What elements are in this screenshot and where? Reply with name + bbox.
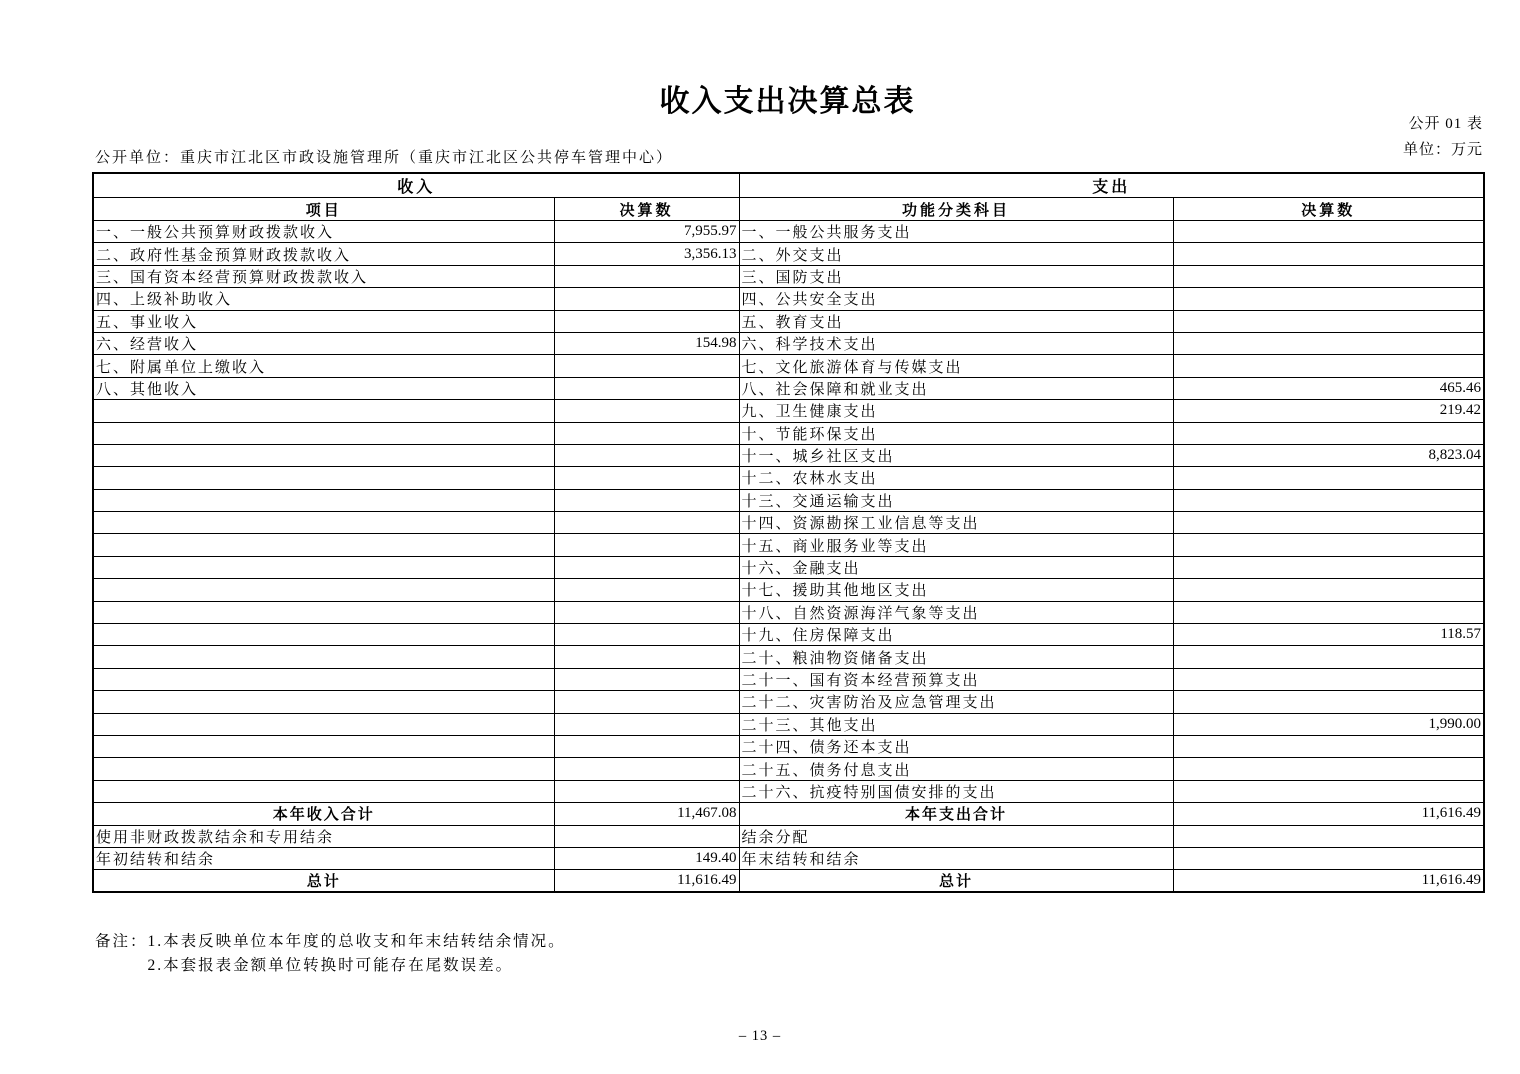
expense-item-cell: 二十三、其他支出 [739,713,1173,735]
page-title: 收入支出决算总表 [659,85,916,118]
income-item-cell [93,512,554,534]
income-value-cell [554,825,739,847]
unit-label: 单位：万元 [1402,142,1483,158]
table-row [93,400,1484,422]
footnote-line-2: 2.本套报表金额单位转换时可能存在尾数误差。 [147,957,514,974]
page-number: – 13 – [738,1028,782,1044]
expense-value-cell [1173,288,1484,310]
expense-section-header: 支出 [739,173,1484,198]
table-code-label: 公开 01 表 [1408,116,1483,132]
expense-value-cell: 11,616.49 [1173,870,1484,893]
expense-value-cell [1173,355,1484,377]
expense-item-cell: 十四、资源勘探工业信息等支出 [739,512,1173,534]
income-value-cell [554,713,739,735]
income-value-cell [554,579,739,601]
expense-item-cell: 年末结转和结余 [739,847,1173,869]
table-row [93,758,1484,780]
expense-value-cell [1173,579,1484,601]
expense-value-cell [1173,332,1484,354]
publishing-org-label: 公开单位：重庆市江北区市政设施管理所（重庆市江北区公共停车管理中心） [95,150,674,166]
income-value-cell [554,355,739,377]
table-row [93,332,1484,354]
table-row [93,221,1484,243]
expense-value-cell [1173,825,1484,847]
income-item-cell: 四、上级补助收入 [93,288,554,310]
income-item-cell: 一、一般公共预算财政拨款收入 [93,221,554,243]
expense-item-cell: 十一、城乡社区支出 [739,444,1173,466]
income-value-cell [554,780,739,802]
income-value-cell [554,624,739,646]
expense-value-cell: 219.42 [1173,400,1484,422]
table-row [93,646,1484,668]
expense-value-cell [1173,265,1484,287]
income-value-cell [554,489,739,511]
expense-item-cell: 六、科学技术支出 [739,332,1173,354]
expense-item-cell: 二十、粮油物资储备支出 [739,646,1173,668]
income-value-cell [554,646,739,668]
column-header-row [93,198,1484,221]
table-row [93,556,1484,578]
income-item-cell: 七、附属单位上缴收入 [93,355,554,377]
expense-value-cell: 8,823.04 [1173,444,1484,466]
income-item-cell [93,735,554,757]
expense-item-cell: 一、一般公共服务支出 [739,221,1173,243]
expense-value-cell [1173,668,1484,690]
expense-item-cell: 十六、金融支出 [739,556,1173,578]
table-row [93,713,1484,735]
table-row [93,512,1484,534]
income-item-cell [93,422,554,444]
expense-item-cell: 十五、商业服务业等支出 [739,534,1173,556]
table-row [93,310,1484,332]
expense-item-cell: 十七、援助其他地区支出 [739,579,1173,601]
expense-value-cell [1173,780,1484,802]
expense-item-cell: 四、公共安全支出 [739,288,1173,310]
income-item-column-header: 项目 [93,198,554,221]
table-row [93,780,1484,802]
expense-item-cell: 三、国防支出 [739,265,1173,287]
expense-item-cell: 十三、交通运输支出 [739,489,1173,511]
expense-value-cell: 1,990.00 [1173,713,1484,735]
table-row [93,444,1484,466]
income-item-cell [93,579,554,601]
income-item-cell [93,624,554,646]
income-item-cell: 三、国有资本经营预算财政拨款收入 [93,265,554,287]
table-row [93,847,1484,869]
table-row [93,288,1484,310]
income-value-cell [554,601,739,623]
footnote-line-1: 1.本表反映单位本年度的总收支和年末结转结余情况。 [147,933,566,950]
expense-value-cell [1173,243,1484,265]
income-item-cell [93,713,554,735]
expense-value-cell [1173,534,1484,556]
income-item-cell [93,467,554,489]
expense-item-cell: 十九、住房保障支出 [739,624,1173,646]
table-row [93,624,1484,646]
income-item-cell [93,646,554,668]
table-row [93,825,1484,847]
footnote-prefix: 备注： [95,933,148,950]
income-item-cell [93,668,554,690]
income-value-cell [554,534,739,556]
budget-final-accounts-table [92,172,1485,893]
income-value-cell [554,556,739,578]
expense-value-cell [1173,422,1484,444]
table-row [93,243,1484,265]
expense-value-cell [1173,646,1484,668]
expense-item-cell: 二、外交支出 [739,243,1173,265]
expense-item-cell: 结余分配 [739,825,1173,847]
expense-item-cell: 十二、农林水支出 [739,467,1173,489]
income-item-cell: 二、政府性基金预算财政拨款收入 [93,243,554,265]
table-row [93,422,1484,444]
expense-item-cell: 五、教育支出 [739,310,1173,332]
expense-item-cell: 十八、自然资源海洋气象等支出 [739,601,1173,623]
expense-item-cell: 总计 [739,870,1173,893]
income-value-cell [554,758,739,780]
table-row [93,265,1484,287]
income-value-cell: 7,955.97 [554,221,739,243]
income-item-cell: 总计 [93,870,554,893]
expense-value-cell [1173,556,1484,578]
income-value-column-header: 决算数 [554,198,739,221]
income-item-cell: 年初结转和结余 [93,847,554,869]
income-value-cell: 11,616.49 [554,870,739,893]
income-item-cell: 八、其他收入 [93,377,554,399]
income-item-cell: 六、经营收入 [93,332,554,354]
expense-value-cell [1173,758,1484,780]
expense-value-cell [1173,467,1484,489]
expense-item-cell: 二十一、国有资本经营预算支出 [739,668,1173,690]
expense-item-cell: 十、节能环保支出 [739,422,1173,444]
income-value-cell: 3,356.13 [554,243,739,265]
income-item-cell [93,556,554,578]
income-value-cell: 149.40 [554,847,739,869]
income-item-cell [93,400,554,422]
table-row [93,579,1484,601]
income-value-cell [554,735,739,757]
footnotes [95,930,566,978]
table-row [93,668,1484,690]
income-value-cell: 154.98 [554,332,739,354]
table-row [93,467,1484,489]
footnote-lines [148,930,566,978]
expense-value-cell [1173,735,1484,757]
income-item-cell [93,780,554,802]
table-row [93,601,1484,623]
expense-value-cell: 118.57 [1173,624,1484,646]
expense-value-cell [1173,310,1484,332]
income-value-cell: 11,467.08 [554,803,739,825]
income-value-cell [554,422,739,444]
table-row [93,377,1484,399]
income-section-header: 收入 [93,173,739,198]
expense-value-cell [1173,691,1484,713]
table-row [93,489,1484,511]
expense-value-cell: 11,616.49 [1173,803,1484,825]
table-row [93,870,1484,893]
income-value-cell [554,691,739,713]
expense-value-cell [1173,489,1484,511]
income-value-cell [554,288,739,310]
table-row [93,803,1484,825]
income-value-cell [554,265,739,287]
expense-item-cell: 二十二、灾害防治及应急管理支出 [739,691,1173,713]
expense-item-cell: 九、卫生健康支出 [739,400,1173,422]
expense-item-cell: 八、社会保障和就业支出 [739,377,1173,399]
section-header-row [93,173,1484,198]
expense-item-cell: 二十六、抗疫特别国债安排的支出 [739,780,1173,802]
income-item-cell: 本年收入合计 [93,803,554,825]
income-value-cell [554,310,739,332]
income-value-cell [554,377,739,399]
expense-value-cell [1173,847,1484,869]
expense-item-cell: 二十五、债务付息支出 [739,758,1173,780]
income-item-cell [93,758,554,780]
expense-item-column-header: 功能分类科目 [739,198,1173,221]
income-value-cell [554,444,739,466]
expense-value-cell [1173,221,1484,243]
income-item-cell [93,601,554,623]
income-item-cell [93,534,554,556]
income-value-cell [554,467,739,489]
income-item-cell [93,444,554,466]
table-row [93,534,1484,556]
income-value-cell [554,400,739,422]
income-item-cell: 五、事业收入 [93,310,554,332]
expense-value-cell [1173,601,1484,623]
table-row [93,735,1484,757]
table-row [93,691,1484,713]
table-row [93,355,1484,377]
income-value-cell [554,668,739,690]
expense-item-cell: 二十四、债务还本支出 [739,735,1173,757]
income-item-cell [93,691,554,713]
expense-value-column-header: 决算数 [1173,198,1484,221]
expense-value-cell: 465.46 [1173,377,1484,399]
income-value-cell [554,512,739,534]
expense-item-cell: 本年支出合计 [739,803,1173,825]
table-body [93,221,1484,893]
expense-item-cell: 七、文化旅游体育与传媒支出 [739,355,1173,377]
expense-value-cell [1173,512,1484,534]
income-item-cell: 使用非财政拨款结余和专用结余 [93,825,554,847]
income-item-cell [93,489,554,511]
